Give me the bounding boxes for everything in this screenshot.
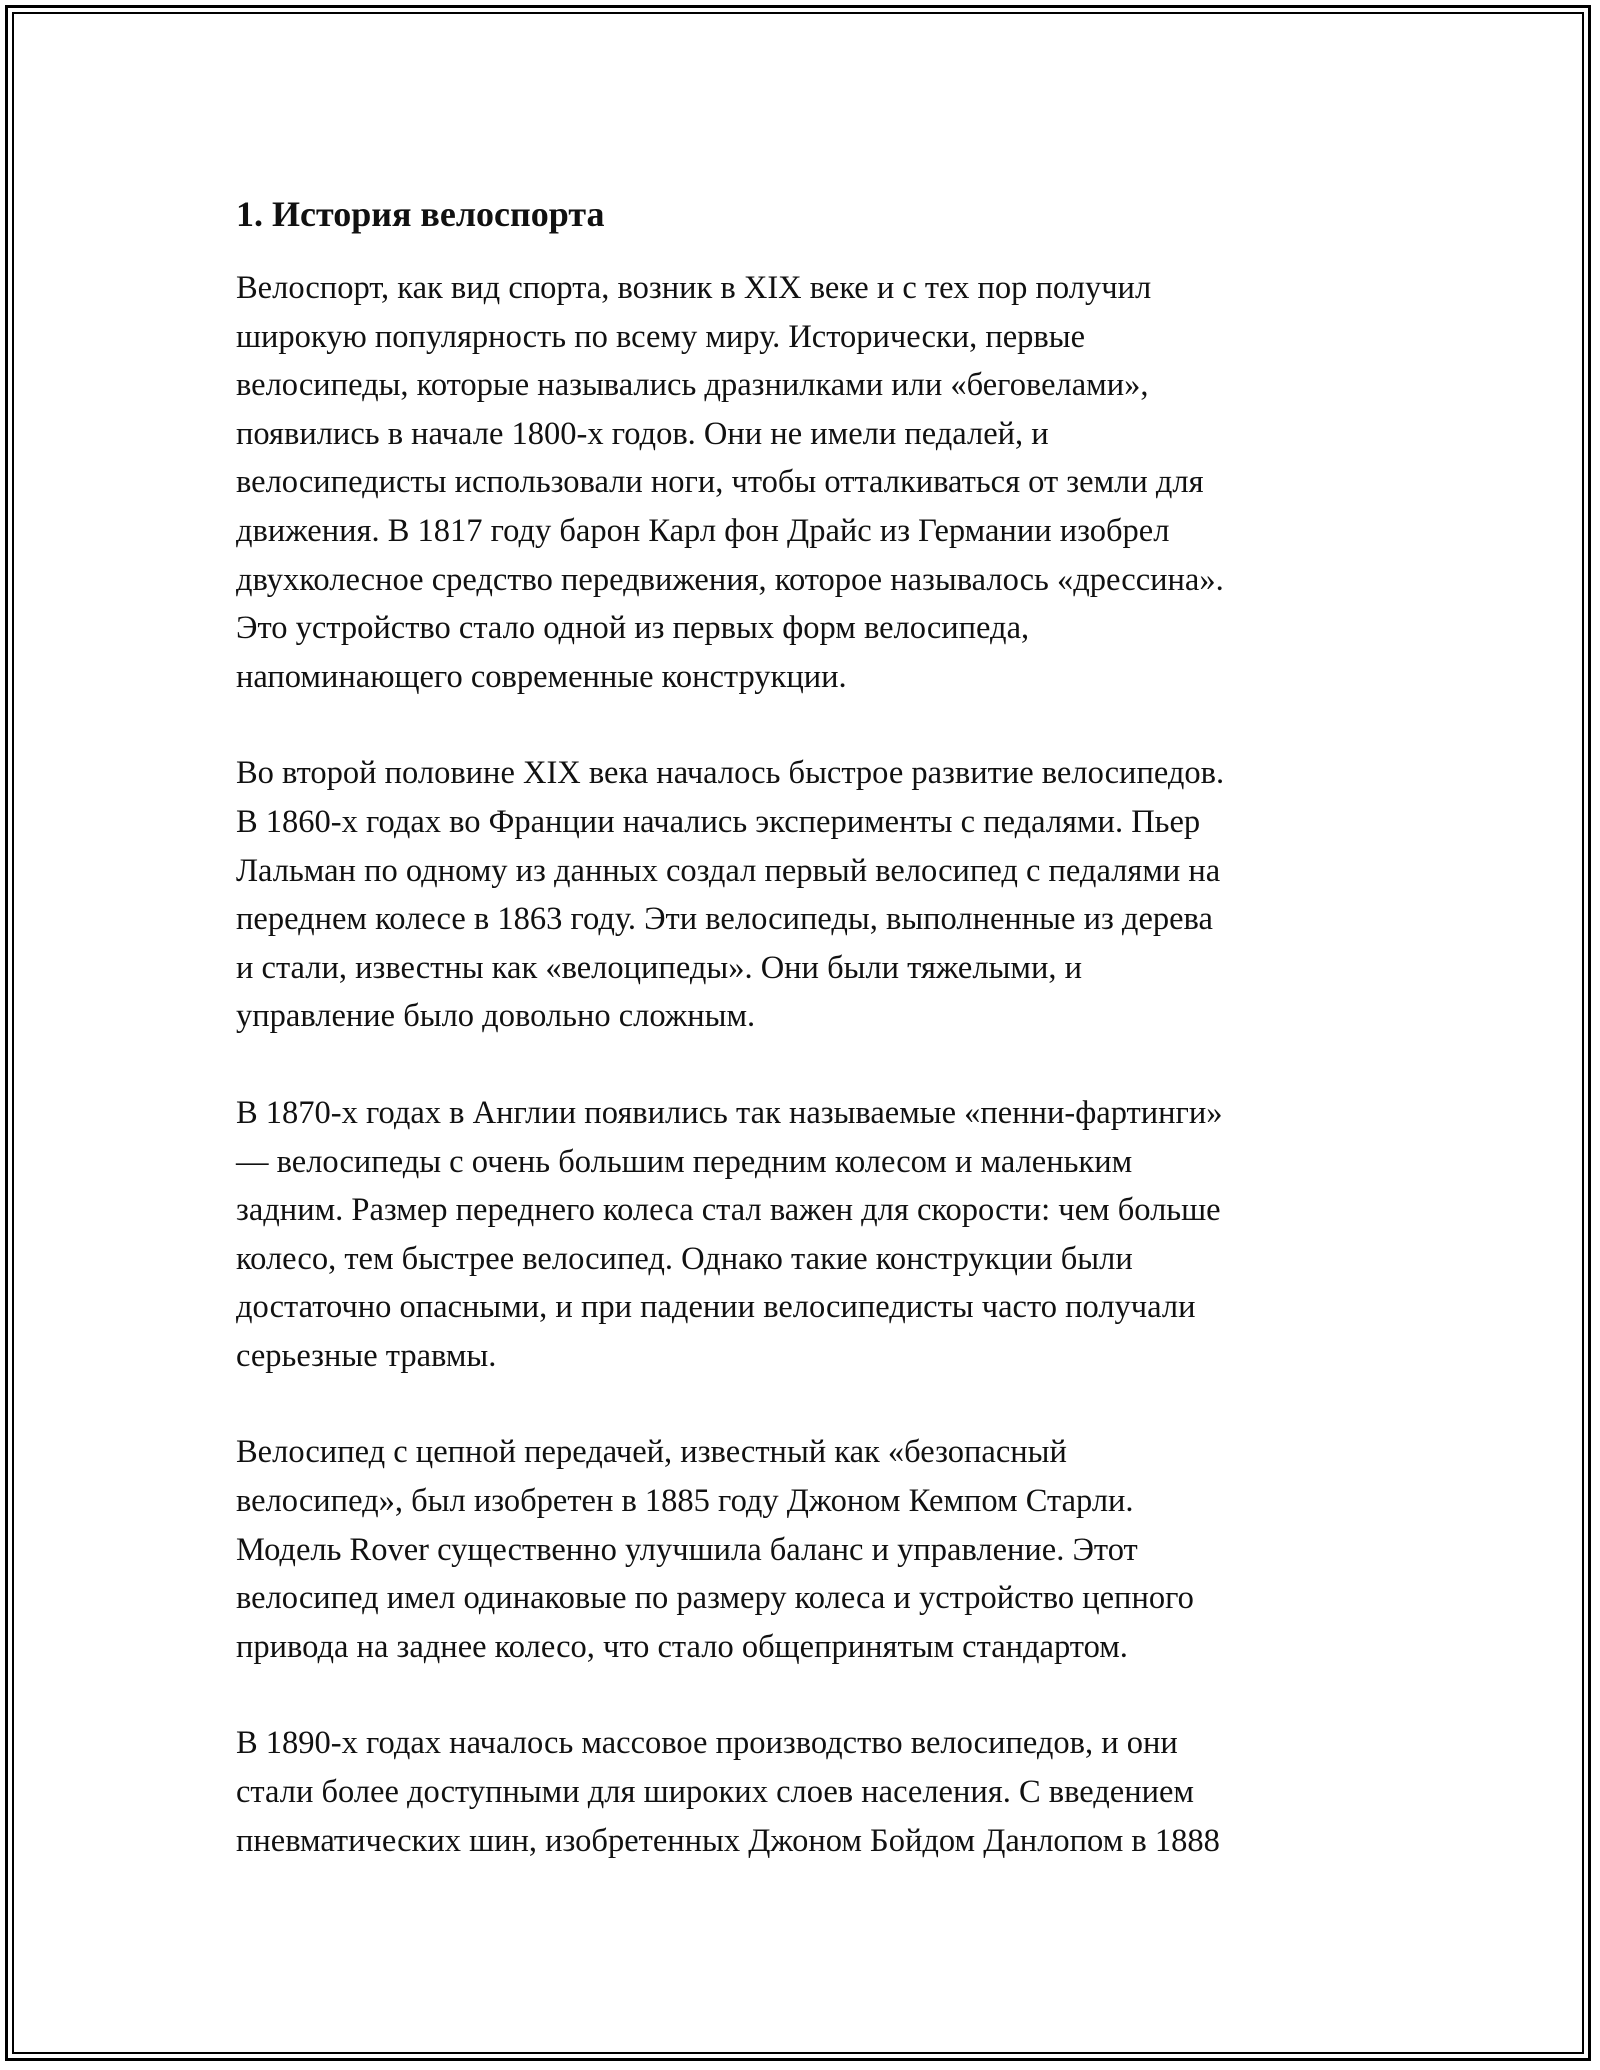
text-line: В 1860-х годах во Франции начались эксперименты с педалями. Пьер [236,803,1201,840]
text-line: переднем колесе в 1863 году. Эти велосипеды, выполненные из дерева [236,901,1213,938]
text-line: задним. Размер переднего колеса стал важен для скорости: чем больше [236,1192,1221,1229]
text-line: достаточно опасными, и при падении велосипедисты часто получали [236,1289,1196,1326]
text-line: Лальман по одному из данных создал первый велосипед с педалями на [236,852,1221,889]
text-line: Это устройство стало одной из первых форм велосипеда, [236,610,1030,647]
text-line: — велосипеды с очень большим передним колесом и маленьким [236,1143,1133,1180]
text-line: колесо, тем быстрее велосипед. Однако такие конструкции были [236,1240,1133,1277]
text-line: широкую популярность по всему миру. Исторически, первые [236,318,1086,355]
text-line: велосипед имел одинаковые по размеру колеса и устройство цепного [236,1580,1194,1617]
text-line: Модель Rover существенно улучшила баланс и управление. Этот [236,1531,1138,1568]
text-line: велосипед», был изобретен в 1885 году Джоном Кемпом Старли. [236,1483,1134,1520]
text-line: Велоспорт, как вид спорта, возник в XIX веке и с тех пор получил [236,270,1152,306]
text-line: серьезные травмы. [236,1337,497,1374]
paragraph-4 [236,1428,1356,1671]
text-line: управление было довольно сложным. [236,998,756,1035]
document-page [236,190,1356,1913]
paragraph-5 [236,1719,1356,1865]
paragraph-1 [236,264,1356,701]
text-line: привода на заднее колесо, что стало общепринятым стандартом. [236,1628,1128,1665]
text-line: стали более доступными для широких слоев населения. С введением [236,1774,1194,1811]
text-line: пневматических шин, изобретенных Джоном Бойдом Данлопом в 1888 [236,1822,1220,1859]
paragraph-2 [236,749,1356,1041]
text-line: и стали, известны как «велоципеды». Они были тяжелыми, и [236,949,1083,986]
text-line: двухколесное средство передвижения, которое называлось «дрессина». [236,561,1224,598]
text-line: Во второй половине XIX века началось быстрое развитие велосипедов. [236,755,1225,792]
text-line: В 1870-х годах в Англии появились так называемые «пенни-фартинги» [236,1094,1223,1131]
text-line: напоминающего современные конструкции. [236,658,847,695]
text-line: появились в начале 1800-х годов. Они не имели педалей, и [236,415,1049,452]
paragraph-3 [236,1089,1356,1381]
text-line: движения. В 1817 году барон Карл фон Драйс из Германии изобрел [236,512,1170,549]
text-line: велосипедисты использовали ноги, чтобы отталкиваться от земли для [236,464,1204,501]
text-line: В 1890-х годах началось массовое производство велосипедов, и они [236,1725,1178,1762]
section-heading: 1. История велоспорта [236,194,605,234]
text-line: Велосипед с цепной передачей, известный как «безопасный [236,1434,1067,1471]
text-line: велосипеды, которые назывались дразнилками или «беговелами», [236,367,1149,404]
